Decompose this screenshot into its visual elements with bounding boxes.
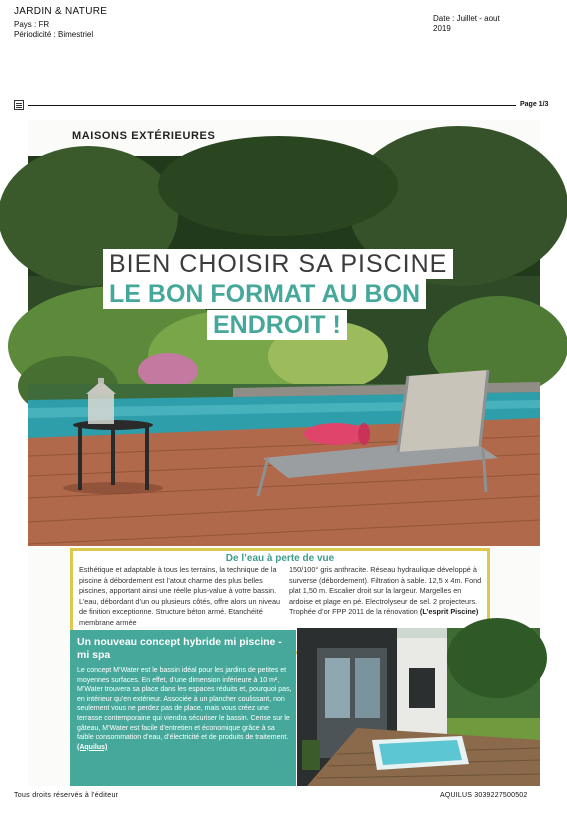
- sidebar-title: Un nouveau concept hybride mi piscine - mi spa: [77, 636, 282, 661]
- sidebar-body: [77, 666, 292, 752]
- section-label: MAISONS EXTÉRIEURES: [72, 130, 216, 142]
- spa-pool-photo: [297, 628, 540, 786]
- page-number: Page 1/3: [520, 101, 549, 108]
- periodicity-line: Périodicité : Bimestriel: [14, 30, 94, 39]
- document-icon: [14, 100, 24, 110]
- date-line: Date : Juillet - aout: [433, 14, 500, 23]
- footer-rights: Tous droits réservés à l'éditeur: [14, 792, 119, 799]
- footer-code: AQUILUS 3039227500502: [440, 792, 528, 799]
- article-scan: [28, 120, 540, 786]
- infobox-text-right-body: 150/100° gris anthracite. Réseau hydraulique développé à surverse (débordement). Filtration à sable. 12,5 x 4m. Fond plat 1,50 m. Escalier droit sur la largeur. Margelles en ardoise et plage en pé. Electrolyseur de sel. 2 projecteurs. Trophée d’or FPP 2011 de la rénovation: [289, 565, 482, 616]
- headline-line-1: BIEN CHOISIR SA PISCINE: [103, 249, 453, 279]
- country-line: Pays : FR: [14, 20, 50, 29]
- year-line: 2019: [433, 24, 451, 33]
- publication-name: JARDIN & NATURE: [14, 6, 108, 17]
- divider-line: [28, 105, 516, 106]
- page-rule: [14, 101, 554, 111]
- headline-line-3: ENDROIT !: [207, 310, 347, 340]
- infobox-credit: (L’esprit Piscine): [419, 607, 479, 616]
- publication-meta: [14, 20, 93, 40]
- headline-line-2: LE BON FORMAT AU BON: [103, 279, 426, 309]
- sidebar-body-text: Le concept M’Water est le bassin idéal pour les jardins de petites et moyennes surfaces. En effet, d’une dimension inférieure à 10 m², M’Water trouvera sa place dans les espaces réduits et, pourquoi pas, en intérieur qu’en extérieur. Associée à un plancher coulissant, non seulement vous ne perdez pas de place, mais vous créez une terrasse contemporaine qui viendra sécuriser le bassin. Cerise sur le gâteau, M’Water est facile d’entretien et économique grâce à sa faible consommation d’eau, d’électricité et de produits de traitement.: [77, 667, 292, 742]
- sidebar-credit: (Aquilus): [77, 743, 108, 751]
- issue-date: [433, 14, 533, 34]
- infobox-text-right: [289, 565, 485, 618]
- infobox-text-left: Esthétique et adaptable à tous les terrains, la technique de la piscine à débordement est l’atout charme des plus belles piscines, apportant ainsi une réelle plus-value à votre bassin. L’eau, débordant d’un ou plusieurs côtés, offre alors un niveau de finition exceptionne. Structure béton armé. Etanchéité membrane armée: [79, 565, 281, 627]
- infobox-title: De l’eau à perte de vue: [225, 553, 335, 564]
- hero-photo: [28, 156, 540, 627]
- hybrid-concept-sidebar: [70, 630, 296, 786]
